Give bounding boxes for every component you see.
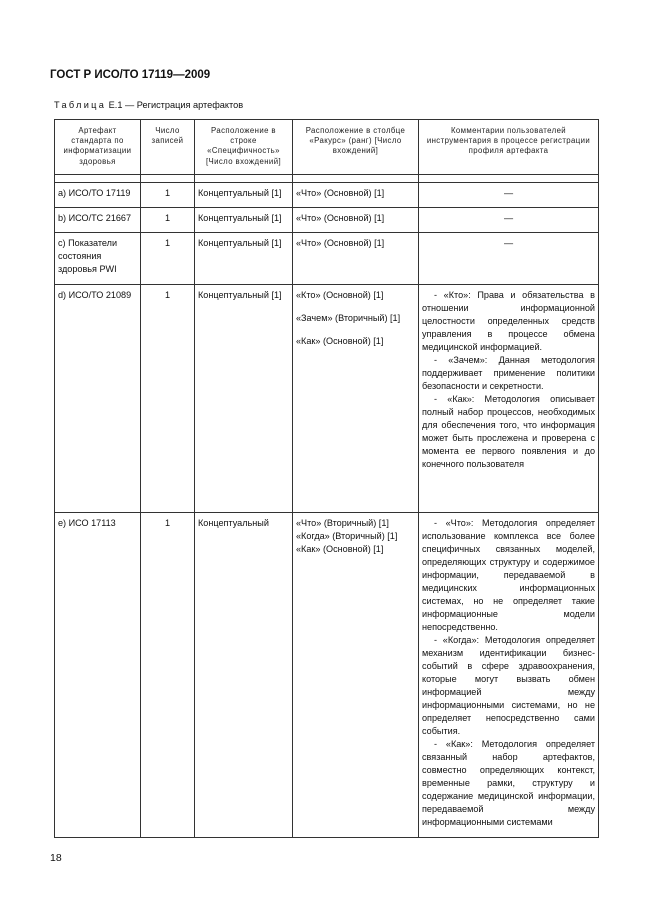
count-cell: 1 <box>141 233 195 285</box>
perspective-entry: «Зачем» (Вторичный) [1] <box>296 313 401 323</box>
comments-cell: — <box>419 208 599 233</box>
perspective-entry: «Что» (Вторичный) [1] <box>296 518 389 528</box>
col-header-artifact: Артефакт стандарта по информатизации здоровья <box>55 120 141 175</box>
table-row <box>55 513 599 838</box>
document-header: ГОСТ Р ИСО/ТО 17119—2009 <box>50 69 211 81</box>
table-caption <box>54 100 243 110</box>
specificity-cell: Концептуальный <box>195 513 293 838</box>
table-row <box>55 208 599 233</box>
table-row <box>55 183 599 208</box>
artifact-cell: d) ИСО/ТО 21089 <box>55 285 141 513</box>
perspective-cell <box>293 285 419 513</box>
artifact-cell: а) ИСО/ТО 17119 <box>55 183 141 208</box>
col-header-comments: Комментарии пользователей инструментария в процессе регистрации профиля артефакта <box>419 120 599 175</box>
table-row <box>55 285 599 513</box>
comments-cell <box>419 513 599 838</box>
perspective-entry: «Когда» (Вторичный) [1] <box>296 531 398 541</box>
comment-paragraph: - «Когда»: Методология определяет механизм идентификации бизнес-событий в сфере здравоохранения, которые могут вызвать обмен информацией между информационными системами, но не определяет непосредственно сами события. <box>422 635 595 736</box>
perspective-entry: «Как» (Основной) [1] <box>296 336 384 346</box>
count-cell: 1 <box>141 285 195 513</box>
perspective-cell: «Что» (Основной) [1] <box>293 208 419 233</box>
perspective-cell: «Что» (Основной) [1] <box>293 233 419 285</box>
artifact-cell: b) ИСО/ТС 21667 <box>55 208 141 233</box>
perspective-cell: «Что» (Основной) [1] <box>293 183 419 208</box>
table-row <box>55 233 599 285</box>
page-number: 18 <box>50 852 62 864</box>
artifact-cell: е) ИСО 17113 <box>55 513 141 838</box>
comments-cell: — <box>419 233 599 285</box>
artifact-cell: с) Показатели состояния здоровья PWI <box>55 233 141 285</box>
comment-paragraph: - «Зачем»: Данная методология поддерживает применение политики безопасности и секретности. <box>422 355 595 391</box>
count-cell: 1 <box>141 513 195 838</box>
comments-cell: — <box>419 183 599 208</box>
registration-table <box>54 119 599 838</box>
count-cell: 1 <box>141 183 195 208</box>
comment-paragraph: - «Как»: Методология описывает полный набор процессов, необходимых для обеспечения того, что информация может быть прослежена и проверена с момента ее первого появления и до конечного пользователя <box>422 394 595 469</box>
comments-cell <box>419 285 599 513</box>
specificity-cell: Концептуальный [1] <box>195 208 293 233</box>
comment-paragraph: - «Что»: Методология определяет использование комплекса все более специфичных связанных моделей, определяющих структуру и содержимое информации, передаваемой в медицинских информационных системах, но не определяет такие информационные модели непосредственно. <box>422 518 595 632</box>
table-header-row <box>55 120 599 175</box>
col-header-specificity: Расположение в строке «Специфичность» [Число вхождений] <box>195 120 293 175</box>
count-cell: 1 <box>141 208 195 233</box>
col-header-count: Число записей <box>141 120 195 175</box>
specificity-cell: Концептуальный [1] <box>195 183 293 208</box>
comment-paragraph: - «Кто»: Права и обязательства в отношении информационной целостности определенных средств управления в процессе обмена медицинской информацией. <box>422 290 595 352</box>
col-header-perspective: Расположение в столбце «Ракурс» (ранг) [Число вхождений] <box>293 120 419 175</box>
comment-paragraph: - «Как»: Методология определяет связанный набор артефактов, совместно определяющих контекст, временные рамки, структуру и содержание медицинской информации, передаваемой между информационными системами <box>422 739 595 827</box>
table-caption-word: Таблица <box>54 100 107 110</box>
perspective-cell <box>293 513 419 838</box>
perspective-entry: «Как» (Основной) [1] <box>296 544 384 554</box>
perspective-entry: «Кто» (Основной) [1] <box>296 290 384 300</box>
table-caption-text: Е.1 — Регистрация артефактов <box>106 100 244 110</box>
specificity-cell: Концептуальный [1] <box>195 285 293 513</box>
specificity-cell: Концептуальный [1] <box>195 233 293 285</box>
